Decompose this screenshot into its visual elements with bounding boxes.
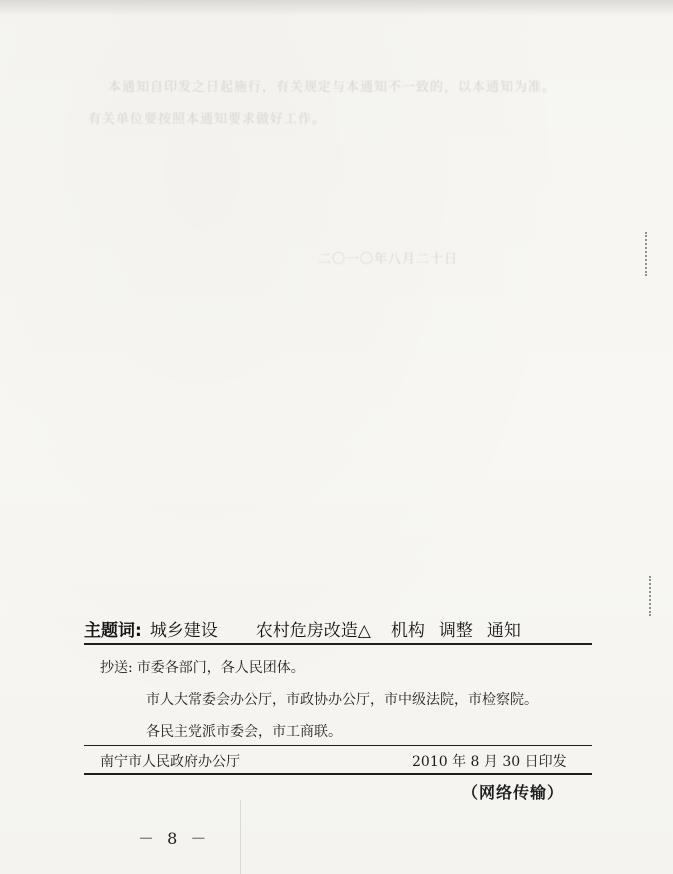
cc-line — [100, 652, 590, 684]
subject-word: 通知 — [486, 621, 521, 641]
transmission-note: （网络传输） — [462, 783, 565, 802]
subject-word: 调整 — [438, 621, 473, 641]
divider-rule — [84, 745, 592, 746]
subject-word: 城乡建设 — [149, 621, 218, 641]
subject-label: 主题词: — [84, 621, 142, 641]
faded-bleed-line-2: 有关单位要按照本通知要求做好工作。 — [88, 112, 327, 127]
faded-bleed-line-3: 二〇一〇年八月二十日 — [318, 252, 459, 267]
scan-speckles — [645, 232, 650, 276]
subject-word: 农村危房改造△ — [255, 621, 371, 641]
page-number: － 8 － — [138, 829, 211, 848]
cc-line: 市人大常委会办公厅，市政协办公厅，市中级法院，市检察院。 — [146, 692, 538, 708]
faded-bleed-line-1: 本通知自印发之日起施行，有关规定与本通知不一致的，以本通知为准。 — [108, 80, 557, 95]
divider-rule — [84, 773, 592, 775]
scan-top-shadow — [0, 0, 673, 16]
issue-date: 2010 年 8 月 30 日印发 — [412, 754, 567, 770]
issuing-office: 南宁市人民政府办公厅 — [100, 754, 240, 770]
cc-recipients: 市委各部门，各人民团体。 — [136, 660, 305, 676]
cc-label: 抄送: — [100, 660, 133, 676]
cc-block — [100, 652, 590, 748]
scan-fold-line — [240, 800, 241, 874]
subject-keywords-row — [84, 616, 584, 642]
cc-line: 各民主党派市委会，市工商联。 — [146, 724, 342, 740]
divider-rule — [84, 643, 592, 645]
scan-speckles — [649, 576, 654, 616]
subject-word: 机构 — [390, 621, 425, 641]
